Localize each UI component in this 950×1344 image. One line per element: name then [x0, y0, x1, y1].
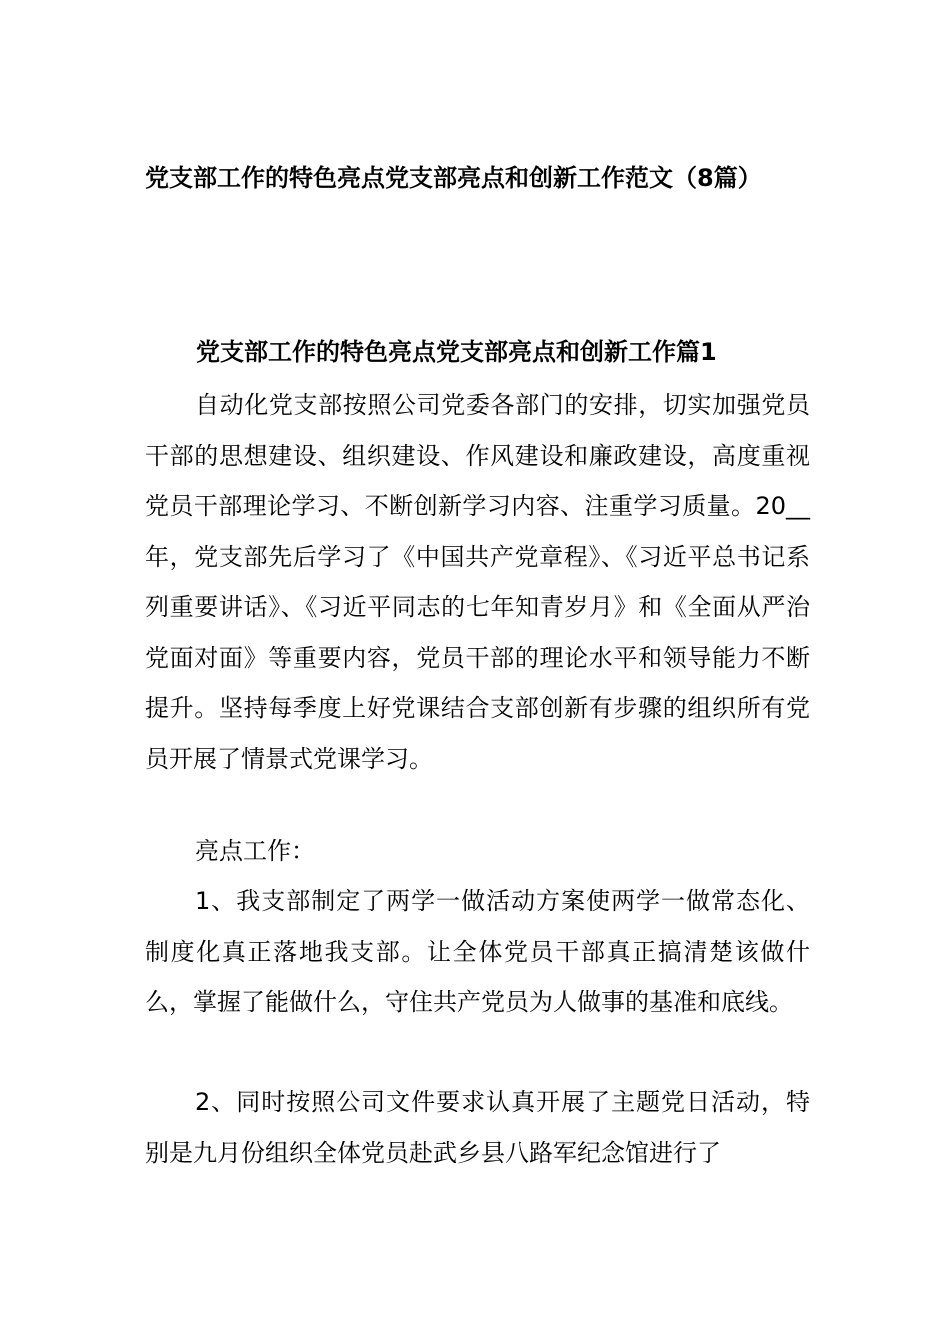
document-title: 党支部工作的特色亮点党支部亮点和创新工作范文（8篇） [145, 164, 762, 192]
body-paragraph: 2、同时按照公司文件要求认真开展了主题党日活动，特别是九月份组织全体党员赴武乡县八路军纪念馆进行了 [145, 1088, 810, 1167]
section-heading: 党支部工作的特色亮点党支部亮点和创新工作篇1 [196, 338, 717, 366]
body-paragraph: 1、我支部制定了两学一做活动方案使两学一做常态化、制度化真正落地我支部。让全体党员干部真正搞清楚该做什么，掌握了能做什么，守住共产党员为人做事的基准和底线。 [145, 887, 810, 1016]
highlights-label: 亮点工作： [195, 837, 315, 865]
body-paragraph: 自动化党支部按照公司党委各部门的安排，切实加强党员干部的思想建设、组织建设、作风建设和廉政建设，高度重视党员干部理论学习、不断创新学习内容、注重学习质量。20__年，党支部先后学习了《中国共产党章程》、《习近平总书记系列重要讲话》、《习近平同志的七年知青岁月》和《全面从严治党面对面》等重要内容，党员干部的理论水平和领导能力不断提升。坚持每季度上好党课结合支部创新有步骤的组织所有党员开展了情景式党课学习。 [145, 391, 810, 773]
